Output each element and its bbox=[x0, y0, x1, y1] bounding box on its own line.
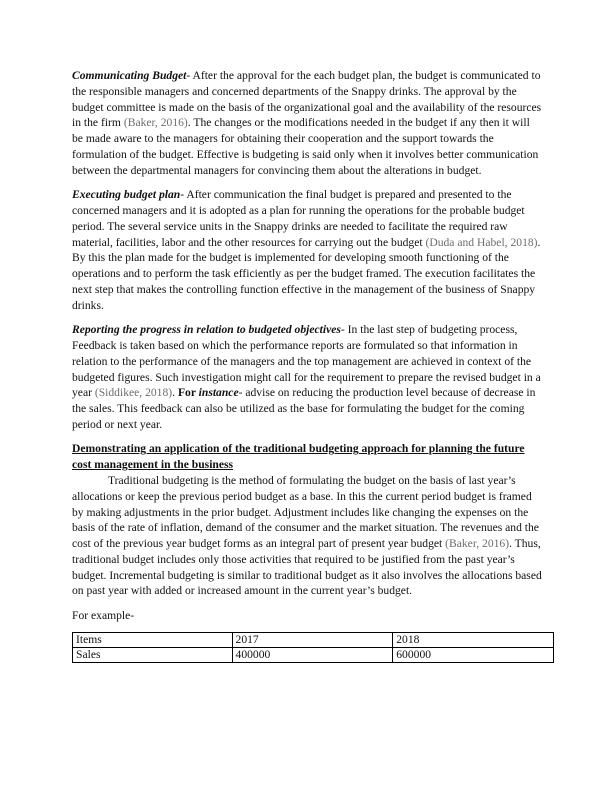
paragraph-text: - After communication the final budget is prepared and presented to the concerned managers and it is adopted as a plan for running the operations for the probable budget period. The several service units in the Snappy drinks are needed to facilitate the required raw material, facilities, labor and the other resources for carrying out the budget bbox=[72, 188, 525, 249]
paragraph-executing-budget bbox=[72, 187, 542, 313]
paragraph-text: . By this the plan made for the budget is implemented for developing smooth functioning of the operations and to perform the task efficiently as per the budget framed. The execution facilitates the next step that makes the controlling function effective in the management of the business of Snappy drinks. bbox=[72, 235, 541, 312]
paragraph-text: - After the approval for the each budget plan, the budget is communicated to the responsible managers and concerned departments of the Snappy drinks. The approval by the budget committee is made on the basis of the organizational goal and the availability of the resources in the firm bbox=[72, 69, 542, 130]
table-header-cell: Items bbox=[73, 633, 233, 648]
term-reporting-progress: Reporting the progress in relation to budgeted objectives bbox=[72, 323, 341, 337]
document-page bbox=[72, 68, 542, 663]
table-cell: Sales bbox=[73, 648, 233, 663]
citation: (Baker, 2016) bbox=[445, 537, 510, 551]
paragraph-traditional-budgeting bbox=[72, 473, 542, 599]
table-header-row bbox=[73, 633, 554, 648]
term-instance: instance bbox=[198, 386, 239, 400]
bold-text: For bbox=[177, 386, 199, 400]
paragraph-reporting-progress bbox=[72, 322, 542, 433]
citation: (Siddikee, 2018) bbox=[94, 386, 173, 400]
budget-table bbox=[72, 632, 554, 663]
table-header-cell: 2017 bbox=[232, 633, 393, 648]
paragraph-text: . The changes or the modifications needed in the budget if any then it will be made aware to the managers for obtaining their cooperation and the support towards the formulation of the budget. Effective is budgeting is said only when it involves better communication between the departmental managers for convincing them about the alterations in budget. bbox=[72, 116, 539, 177]
paragraph-text: . bbox=[172, 386, 178, 400]
citation: (Baker, 2016) bbox=[123, 116, 188, 130]
section-heading: Demonstrating an application of the traditional budgeting approach for planning the future cost management in the business bbox=[72, 442, 525, 472]
table-row bbox=[73, 648, 554, 663]
paragraph-text: - advise on reducing the production level because of decrease in the sales. This feedback can also be utilized as the base for formulating the budget for the coming period or next year. bbox=[72, 386, 536, 431]
term-executing-budget-plan: Executing budget plan bbox=[72, 188, 181, 202]
citation: (Duda and Habel, 2018) bbox=[425, 235, 538, 249]
paragraph-text: . Thus, traditional budget includes only those activities that required to be justified from the past year’s budget. Incremental budgeting is similar to traditional budget as it also involves the allocations based on past year with added or increased amount in the current year’s budget. bbox=[72, 537, 542, 598]
table-header-cell: 2018 bbox=[393, 633, 554, 648]
paragraph-text: Traditional budgeting is the method of formulating the budget on the basis of last year’s allocations or keep the previous period budget as a base. In this the current period budget is framed by making adjustments in the prior budget. Adjustment includes like changing the expenses on the basis of the rate of inflation, demand of the consumer and the market situation. The revenues and the cost of the previous year budget forms as an integral part of present year budget bbox=[72, 473, 539, 551]
term-communicating-budget: Communicating Budget bbox=[72, 69, 187, 82]
table-cell: 400000 bbox=[232, 648, 393, 663]
paragraph-text: - In the last step of budgeting process, Feedback is taken based on which the performance reports are formulated so that information in relation to the performance of the managers and the top management are achieved in context of the budgeted figures. Such investigation might call for the requirement to prepare the revised budget in a year bbox=[72, 323, 541, 400]
paragraph-communicating-budget bbox=[72, 68, 542, 179]
example-label: For example- bbox=[72, 608, 135, 622]
table-cell: 600000 bbox=[393, 648, 554, 663]
